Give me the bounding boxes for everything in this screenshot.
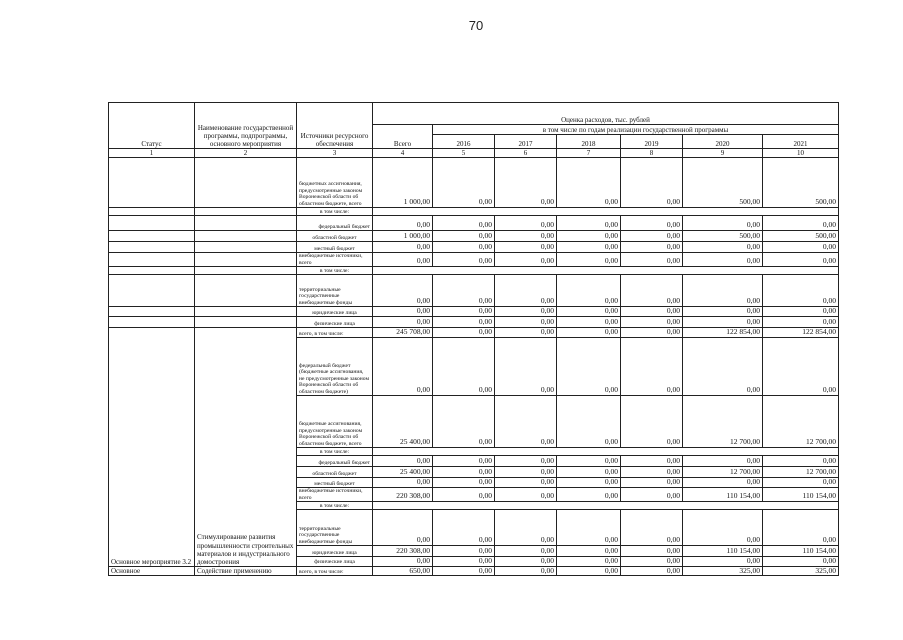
- value-2019: 0,00: [621, 488, 683, 502]
- value-2017: 0,00: [495, 488, 557, 502]
- header-status: Статус: [109, 103, 195, 149]
- value-total: 0,00: [373, 456, 433, 467]
- value-2021: 0,00: [763, 253, 839, 267]
- value-total: 0,00: [373, 557, 433, 567]
- source-label: внебюджетные источники, всего: [297, 488, 373, 502]
- table-row: [109, 231, 839, 242]
- block-2: [109, 328, 839, 567]
- source-label: юридические лица: [297, 307, 373, 317]
- value-2018: 0,00: [557, 216, 621, 231]
- column-number: 1: [109, 149, 195, 158]
- value-2020: 500,00: [683, 158, 763, 208]
- source-label: местный бюджет: [297, 478, 373, 488]
- value-2019: 0,00: [621, 231, 683, 242]
- value-2018: 0,00: [557, 557, 621, 567]
- value-total: 25 400,00: [373, 396, 433, 448]
- value-2016: 0,00: [433, 242, 495, 253]
- value-2019: 0,00: [621, 317, 683, 328]
- value-2016: 0,00: [433, 396, 495, 448]
- header-year: 2018: [557, 135, 621, 149]
- value-2019: 0,00: [621, 467, 683, 478]
- value-2016: 0,00: [433, 478, 495, 488]
- value-total: 0,00: [373, 307, 433, 317]
- value-2021: 0,00: [763, 338, 839, 396]
- value-2018: 0,00: [557, 510, 621, 546]
- value-2019: 0,00: [621, 275, 683, 307]
- value-2019: 0,00: [621, 546, 683, 557]
- table-row: [109, 275, 839, 307]
- block-1: [109, 158, 839, 328]
- value-total: 0,00: [373, 478, 433, 488]
- value-total: 0,00: [373, 317, 433, 328]
- value-2016: 0,00: [433, 338, 495, 396]
- value-2018: 0,00: [557, 467, 621, 478]
- source-label: бюджетные ассигнования, предусмотренные законом Воронежской области об областном бюджете, всего: [297, 396, 373, 448]
- value-2018: 0,00: [557, 328, 621, 338]
- activity-name: Стимулирование развития промышленности строительных материалов и индустриального домостроения: [195, 328, 297, 567]
- header-year: 2019: [621, 135, 683, 149]
- block-3: [109, 566, 839, 576]
- value-total: 0,00: [373, 275, 433, 307]
- value-2021: 0,00: [763, 242, 839, 253]
- header-year: 2020: [683, 135, 763, 149]
- value-2016: 0,00: [433, 253, 495, 267]
- value-2018: 0,00: [557, 242, 621, 253]
- source-label: федеральный бюджет: [297, 456, 373, 467]
- column-number: 2: [195, 149, 297, 158]
- value-2017: 0,00: [495, 328, 557, 338]
- table-row: [109, 242, 839, 253]
- value-total: 650,00: [373, 566, 433, 576]
- value-2016: 0,00: [433, 307, 495, 317]
- source-label: всего, в том числе:: [297, 566, 373, 576]
- value-2020: 325,00: [683, 566, 763, 576]
- value-2018: 0,00: [557, 566, 621, 576]
- value-2019: 0,00: [621, 307, 683, 317]
- source-label: в том числе:: [297, 208, 373, 216]
- source-label: внебюджетные источники, всего: [297, 253, 373, 267]
- value-2021: 0,00: [763, 307, 839, 317]
- header-by-years: в том числе по годам реализации государственной программы: [433, 125, 839, 135]
- column-number: 3: [297, 149, 373, 158]
- table-row: [109, 566, 839, 576]
- source-label: территориальные государственные внебюджетные фонды: [297, 510, 373, 546]
- value-total: 1 000,00: [373, 158, 433, 208]
- value-2018: 0,00: [557, 231, 621, 242]
- value-2021: 122 854,00: [763, 328, 839, 338]
- value-2019: 0,00: [621, 456, 683, 467]
- header-year: 2021: [763, 135, 839, 149]
- table-row: [109, 267, 839, 275]
- source-label: физические лица: [297, 317, 373, 328]
- value-2021: 110 154,00: [763, 488, 839, 502]
- value-2019: 0,00: [621, 557, 683, 567]
- value-2017: 0,00: [495, 253, 557, 267]
- value-2018: 0,00: [557, 338, 621, 396]
- value-2018: 0,00: [557, 396, 621, 448]
- value-2016: 0,00: [433, 275, 495, 307]
- value-2017: 0,00: [495, 396, 557, 448]
- value-2017: 0,00: [495, 557, 557, 567]
- column-number: 10: [763, 149, 839, 158]
- value-2016: 0,00: [433, 456, 495, 467]
- value-2020: 0,00: [683, 478, 763, 488]
- value-2019: 0,00: [621, 242, 683, 253]
- source-label: юридические лица: [297, 546, 373, 557]
- value-2021: 0,00: [763, 216, 839, 231]
- value-2021: 0,00: [763, 456, 839, 467]
- value-total: 0,00: [373, 242, 433, 253]
- column-number: 4: [373, 149, 433, 158]
- source-label: федеральный бюджет (бюджетные ассигнования, не предусмотренные законом Воронежской области об областном бюджете): [297, 338, 373, 396]
- value-2020: 0,00: [683, 216, 763, 231]
- value-2018: 0,00: [557, 546, 621, 557]
- table-header: [109, 103, 839, 158]
- value-2021: 500,00: [763, 158, 839, 208]
- value-2020: 0,00: [683, 307, 763, 317]
- value-2020: 500,00: [683, 231, 763, 242]
- page-number: 70: [468, 18, 484, 33]
- value-2018: 0,00: [557, 253, 621, 267]
- value-2021: 0,00: [763, 478, 839, 488]
- value-total: 220 308,00: [373, 546, 433, 557]
- table-row: [109, 317, 839, 328]
- value-2018: 0,00: [557, 456, 621, 467]
- header-estimate: Оценка расходов, тыс. рублей: [373, 103, 839, 125]
- value-2021: 0,00: [763, 510, 839, 546]
- table-row: [109, 253, 839, 267]
- source-label: территориальные государственные внебюджетные фонды: [297, 275, 373, 307]
- value-2017: 0,00: [495, 216, 557, 231]
- value-2019: 0,00: [621, 396, 683, 448]
- table-row: [109, 208, 839, 216]
- value-2019: 0,00: [621, 328, 683, 338]
- value-2017: 0,00: [495, 231, 557, 242]
- value-2021: 12 700,00: [763, 467, 839, 478]
- source-label: федеральный бюджет: [297, 216, 373, 231]
- value-2021: 500,00: [763, 231, 839, 242]
- value-2018: 0,00: [557, 307, 621, 317]
- value-2020: 110 154,00: [683, 546, 763, 557]
- value-2017: 0,00: [495, 478, 557, 488]
- source-label: в том числе:: [297, 502, 373, 510]
- value-2017: 0,00: [495, 307, 557, 317]
- source-label: в том числе:: [297, 267, 373, 275]
- value-2018: 0,00: [557, 317, 621, 328]
- value-2018: 0,00: [557, 478, 621, 488]
- value-2021: 0,00: [763, 317, 839, 328]
- value-2016: 0,00: [433, 158, 495, 208]
- value-2017: 0,00: [495, 275, 557, 307]
- value-2019: 0,00: [621, 478, 683, 488]
- value-2020: 0,00: [683, 456, 763, 467]
- value-2020: 110 154,00: [683, 488, 763, 502]
- value-2017: 0,00: [495, 242, 557, 253]
- value-2020: 0,00: [683, 275, 763, 307]
- header-sources: Источники ресурсного обеспечения: [297, 103, 373, 149]
- value-total: 25 400,00: [373, 467, 433, 478]
- value-2019: 0,00: [621, 158, 683, 208]
- header-program-name: Наименование государственной программы, подпрограммы, основного мероприятия: [195, 103, 297, 149]
- column-number: 9: [683, 149, 763, 158]
- table-row: [109, 328, 839, 338]
- table-row: [109, 216, 839, 231]
- value-2020: 0,00: [683, 242, 763, 253]
- value-2016: 0,00: [433, 566, 495, 576]
- table-row: [109, 158, 839, 208]
- source-label: местный бюджет: [297, 242, 373, 253]
- value-2020: 0,00: [683, 557, 763, 567]
- source-label: всего, в том числе:: [297, 328, 373, 338]
- value-2020: 0,00: [683, 317, 763, 328]
- value-total: 0,00: [373, 253, 433, 267]
- header-year: 2016: [433, 135, 495, 149]
- value-2017: 0,00: [495, 158, 557, 208]
- value-2019: 0,00: [621, 510, 683, 546]
- column-number: 5: [433, 149, 495, 158]
- source-label: физические лица: [297, 557, 373, 567]
- value-total: 245 708,00: [373, 328, 433, 338]
- value-2021: 110 154,00: [763, 546, 839, 557]
- value-2017: 0,00: [495, 546, 557, 557]
- source-label: бюджетных ассигнования, предусмотренные законом Воронежской области об областном бюджете, всего: [297, 158, 373, 208]
- value-total: 0,00: [373, 510, 433, 546]
- value-2016: 0,00: [433, 317, 495, 328]
- value-2016: 0,00: [433, 546, 495, 557]
- value-2021: 325,00: [763, 566, 839, 576]
- value-2016: 0,00: [433, 557, 495, 567]
- value-2020: 0,00: [683, 253, 763, 267]
- value-2020: 0,00: [683, 338, 763, 396]
- header-year: 2017: [495, 135, 557, 149]
- value-2017: 0,00: [495, 566, 557, 576]
- value-2019: 0,00: [621, 566, 683, 576]
- value-total: 0,00: [373, 338, 433, 396]
- column-number: 6: [495, 149, 557, 158]
- value-2017: 0,00: [495, 317, 557, 328]
- value-2019: 0,00: [621, 253, 683, 267]
- value-2020: 12 700,00: [683, 396, 763, 448]
- value-2016: 0,00: [433, 231, 495, 242]
- header-total: Всего: [373, 125, 433, 149]
- value-2020: 0,00: [683, 510, 763, 546]
- value-2021: 0,00: [763, 557, 839, 567]
- value-2018: 0,00: [557, 275, 621, 307]
- activity-name: Содействие применению: [195, 566, 297, 576]
- value-total: 0,00: [373, 216, 433, 231]
- value-2017: 0,00: [495, 338, 557, 396]
- value-2016: 0,00: [433, 328, 495, 338]
- value-2017: 0,00: [495, 467, 557, 478]
- column-number: 7: [557, 149, 621, 158]
- source-label: в том числе:: [297, 448, 373, 456]
- source-label: областной бюджет: [297, 467, 373, 478]
- budget-table: [108, 102, 839, 576]
- value-2020: 122 854,00: [683, 328, 763, 338]
- value-2021: 0,00: [763, 275, 839, 307]
- value-2017: 0,00: [495, 456, 557, 467]
- value-2021: 12 700,00: [763, 396, 839, 448]
- status-cell: Основное: [109, 566, 195, 576]
- value-2016: 0,00: [433, 467, 495, 478]
- value-2019: 0,00: [621, 216, 683, 231]
- table-row: [109, 307, 839, 317]
- status-cell: Основное мероприятие 3.2: [109, 328, 195, 567]
- value-2018: 0,00: [557, 488, 621, 502]
- value-total: 220 308,00: [373, 488, 433, 502]
- value-2019: 0,00: [621, 338, 683, 396]
- value-2016: 0,00: [433, 510, 495, 546]
- value-2018: 0,00: [557, 158, 621, 208]
- value-2017: 0,00: [495, 510, 557, 546]
- column-number: 8: [621, 149, 683, 158]
- value-2020: 12 700,00: [683, 467, 763, 478]
- value-2016: 0,00: [433, 216, 495, 231]
- value-total: 1 000,00: [373, 231, 433, 242]
- value-2016: 0,00: [433, 488, 495, 502]
- source-label: областной бюджет: [297, 231, 373, 242]
